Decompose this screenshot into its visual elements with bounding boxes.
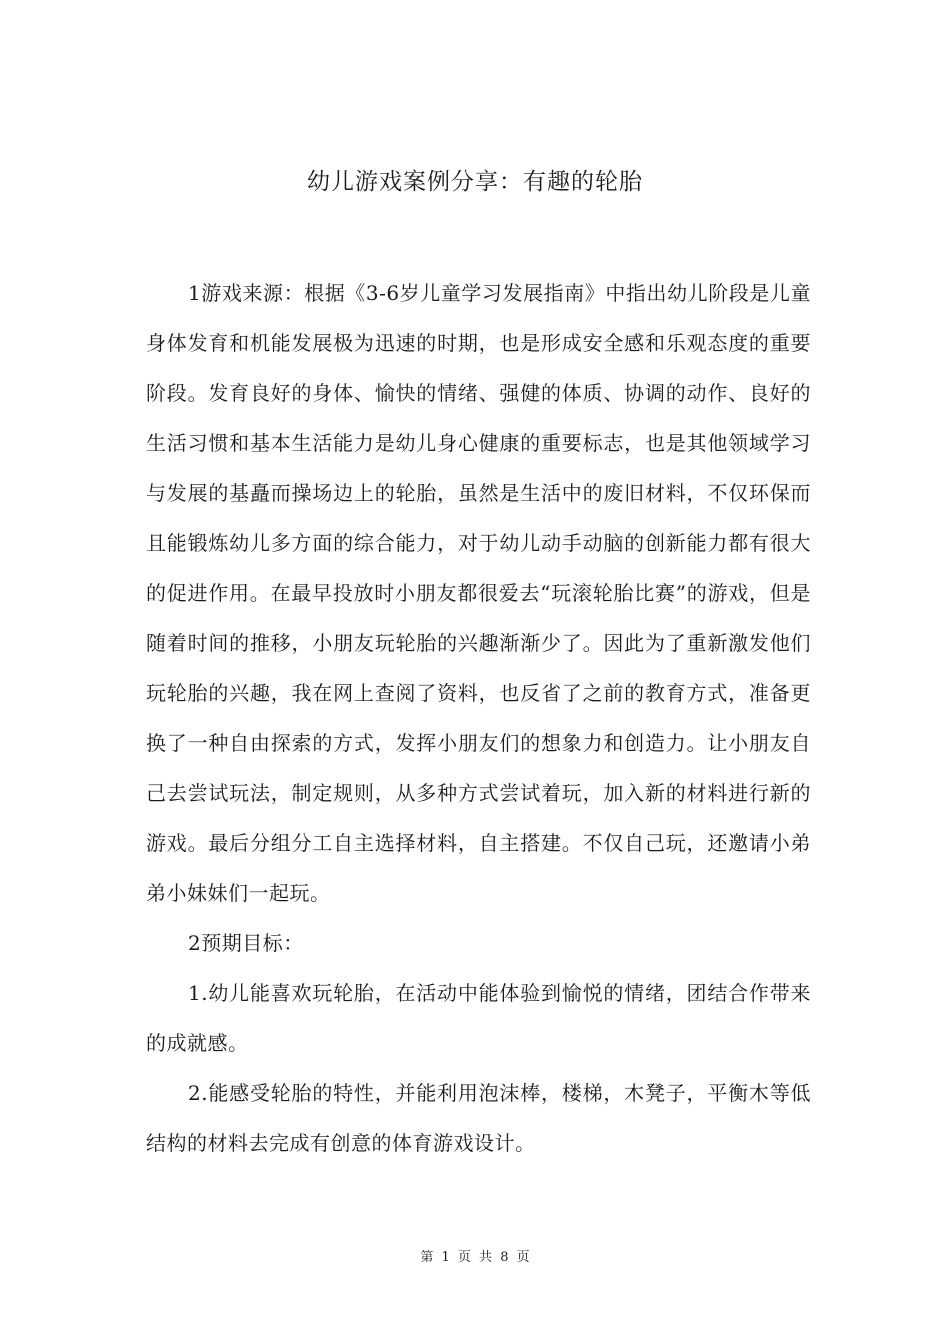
paragraph-game-source: 1游戏来源：根据《3-6岁儿童学习发展指南》中指出幼儿阶段是儿童身体发育和机能发展极为迅速的时期，也是形成安全感和乐观态度的重要阶段。发育良好的身体、愉快的情绪、强健的体质、协调的动作、良好的生活习惯和基本生活能力是幼儿身心健康的重要标志，也是其他领域学习与发展的基矗而操场边上的轮胎，虽然是生活中的废旧材料，不仅环保而且能锻炼幼儿多方面的综合能力，对于幼儿动手动脑的创新能力都有很大的促进作用。在最早投放时小朋友都很爱去“玩滚轮胎比赛”的游戏，但是随着时间的推移，小朋友玩轮胎的兴趣渐渐少了。因此为了重新激发他们玩轮胎的兴趣，我在网上查阅了资料，也反省了之前的教育方式，准备更换了一种自由探索的方式，发挥小朋友们的想象力和创造力。让小朋友自己去尝试玩法，制定规则，从多种方式尝试着玩，加入新的材料进行新的游戏。最后分组分工自主选择材料，自主搭建。不仅自己玩，还邀请小弟弟小妹妹们一起玩。 (146, 281, 811, 905)
document-body (146, 268, 811, 1168)
paragraph-expected-goals-heading: 2预期目标： (188, 931, 304, 955)
paragraph-goal-1: 1.幼儿能喜欢玩轮胎，在活动中能体验到愉悦的情绪，团结合作带来的成就感。 (146, 981, 811, 1055)
paragraph-goal-2: 2.能感受轮胎的特性，并能利用泡沫棒，楼梯，木凳子，平衡木等低结构的材料去完成有创意的体育游戏设计。 (146, 1081, 811, 1155)
document-title: 幼儿游戏案例分享：有趣的轮胎 (307, 169, 643, 195)
page-number-footer: 第 1 页 共 8 页 (420, 1250, 530, 1265)
